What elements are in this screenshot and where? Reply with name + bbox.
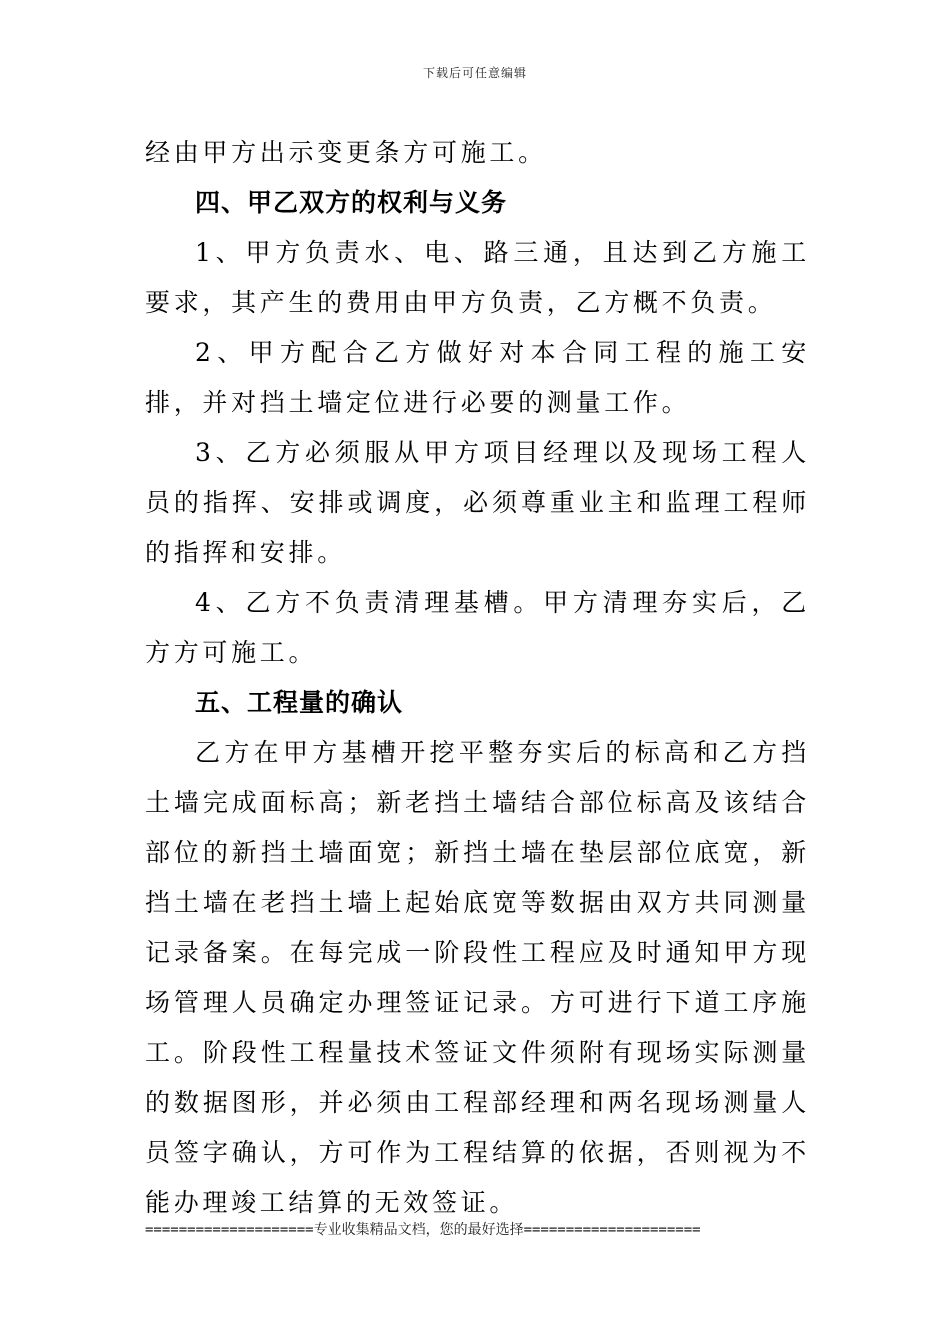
paragraph: 3、乙方必须服从甲方项目经理以及现场工程人员的指挥、安排或调度，必须尊重业主和监理工程师的指挥和安排。 bbox=[145, 438, 810, 567]
paragraph: 经由甲方出示变更条方可施工。 bbox=[145, 138, 547, 167]
document-body bbox=[145, 128, 810, 1228]
page-header: 下载后可任意编辑 bbox=[422, 66, 527, 80]
section-heading: 五、工程量的确认 bbox=[195, 688, 404, 717]
paragraph: 乙方在甲方基槽开挖平整夯实后的标高和乙方挡土墙完成面标高；新老挡土墙结合部位标高及该结合部位的新挡土墙面宽；新挡土墙在垫层部位底宽，新挡土墙在老挡土墙上起始底宽等数据由双方共同测量记录备案。在每完成一阶段性工程应及时通知甲方现场管理人员确定办理签证记录。方可进行下道工序施工。阶段性工程量技术签证文件须附有现场实际测量的数据图形，并必须由工程部经理和两名现场测量人员签字确认，方可作为工程结算的依据，否则视为不能办理竣工结算的无效签证。 bbox=[145, 738, 810, 1217]
page-footer: ====================专业收集精品文档，您的最好选择===================== bbox=[145, 1222, 701, 1238]
paragraph: 2、甲方配合乙方做好对本合同工程的施工安排，并对挡土墙定位进行必要的测量工作。 bbox=[145, 338, 810, 417]
paragraph: 4、乙方不负责清理基槽。甲方清理夯实后，乙方方可施工。 bbox=[145, 588, 810, 667]
section-heading: 四、甲乙双方的权利与义务 bbox=[195, 188, 508, 217]
paragraph: 1、甲方负责水、电、路三通，且达到乙方施工要求，其产生的费用由甲方负责，乙方概不负责。 bbox=[145, 238, 810, 317]
